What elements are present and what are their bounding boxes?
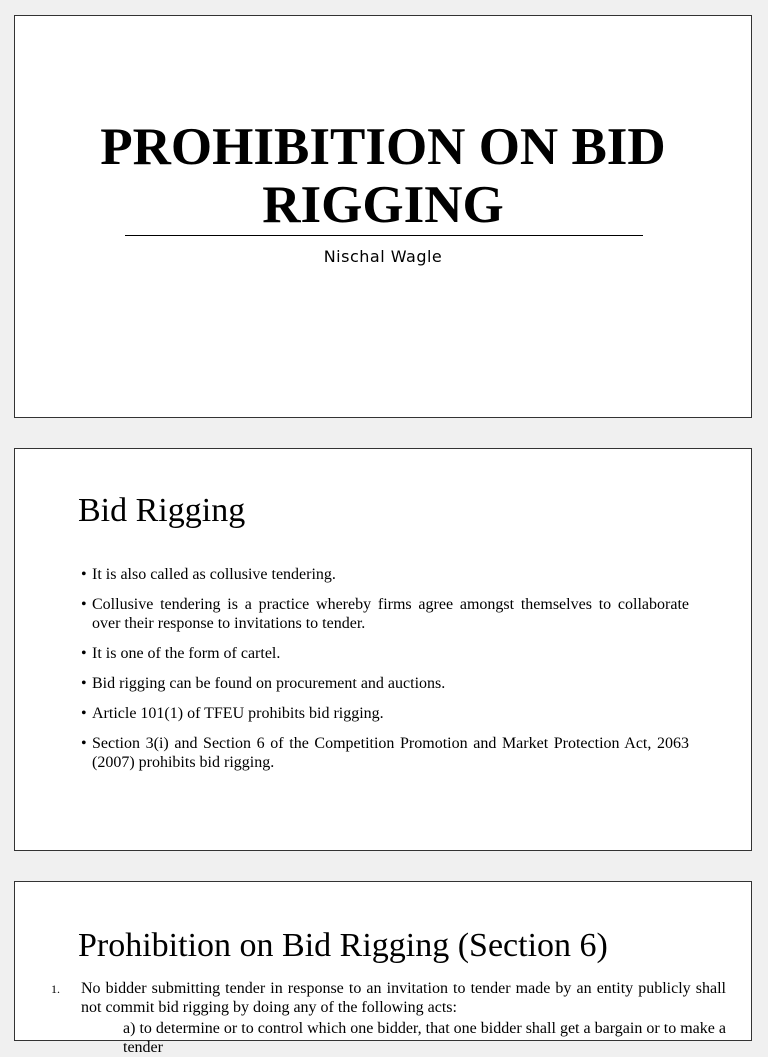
bullet-item <box>81 674 689 693</box>
bullet-item <box>81 704 689 723</box>
bullet-icon: • <box>81 645 87 662</box>
bullet-text: Article 101(1) of TFEU prohibits bid rigging. <box>92 705 384 722</box>
bullet-text: Collusive tendering is a practice whereby firms agree amongst themselves to collaborate over their response to invitations to tender. <box>92 596 689 632</box>
numbered-item <box>51 979 726 1057</box>
slide-heading: Prohibition on Bid Rigging (Section 6) <box>78 927 608 964</box>
title-line-2: RIGGING <box>262 176 504 234</box>
sub-item-text: a) to determine or to control which one bidder, that one bidder shall get a bargain or to make a tender <box>123 1020 726 1056</box>
section-6-slide <box>14 881 752 1056</box>
numbered-list <box>51 979 726 1057</box>
bullet-icon: • <box>81 705 87 722</box>
item-number: 1. <box>51 982 60 996</box>
bullet-text: It is one of the form of cartel. <box>92 645 281 662</box>
item-text: No bidder submitting tender in response to an invitation to tender made by an entity publicly shall not commit bid rigging by doing any of the following acts: <box>81 980 726 1016</box>
slide-heading: Bid Rigging <box>78 492 246 529</box>
title-slide <box>14 15 752 418</box>
bullet-item <box>81 644 689 663</box>
author-name: Nischal Wagle <box>323 247 443 266</box>
bullet-icon: • <box>81 735 87 752</box>
bullet-text: Bid rigging can be found on procurement and auctions. <box>92 675 446 692</box>
bullet-item <box>81 595 689 633</box>
bid-rigging-slide <box>14 448 752 851</box>
bullet-text: It is also called as collusive tendering. <box>92 566 336 583</box>
bullet-item <box>81 734 689 772</box>
presentation-title <box>15 118 751 234</box>
bullet-text: Section 3(i) and Section 6 of the Competition Promotion and Market Protection Act, 2063 (2007) prohibits bid rigging. <box>92 735 689 771</box>
bullet-icon: • <box>81 675 87 692</box>
bullet-icon: • <box>81 596 87 613</box>
bullet-item <box>81 565 689 584</box>
bullet-icon: • <box>81 566 87 583</box>
bullet-list <box>81 565 689 783</box>
title-divider <box>125 235 643 236</box>
title-line-1: PROHIBITION ON BID <box>100 118 666 176</box>
